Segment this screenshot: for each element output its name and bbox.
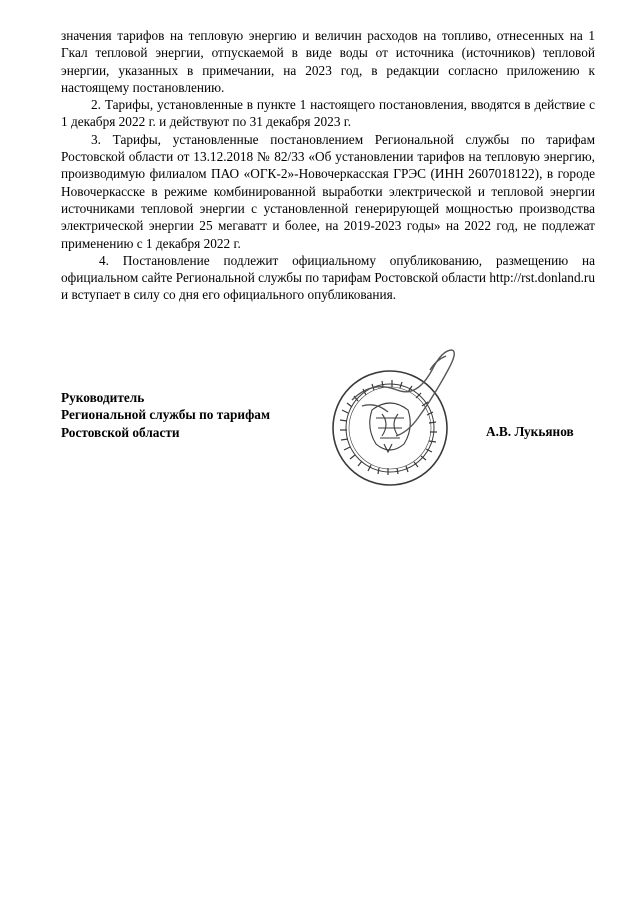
paragraph-item-2: 2. Тарифы, установленные в пункте 1 настоящего постановления, вводятся в действие с 1 декабря 2022 г. и действуют по 31 декабря 2023 г. — [61, 97, 595, 130]
official-stamp-icon — [322, 340, 472, 500]
document-body — [61, 27, 595, 304]
signer-name: А.В. Лукьянов — [486, 424, 574, 439]
signature-title-line: Руководитель — [61, 390, 145, 405]
paragraph-continuation: значения тарифов на тепловую энергию и величин расходов на топливо, отнесенных на 1 Гкал тепловой энергии, отпускаемой в виде воды от источника (источников) тепловой энергии, указанных в примечании, на 2023 год, в редакции согласно приложению к настоящему постановлению. — [61, 28, 595, 95]
signature-title-line: Ростовской области — [61, 424, 180, 440]
signature-title-line: Региональной службы по тарифам — [61, 407, 271, 423]
paragraph-item-3: 3. Тарифы, установленные постановлением Региональной службы по тарифам Ростовской области от 13.12.2018 № 82/33 «Об установлении тарифов на тепловую энергию, производимую филиалом ПАО «ОГК-2»-Новочеркасская ГРЭС (ИНН 2607018122), в городе Новочеркасске в режиме комбинированной выработки электрической и тепловой энергии источниками тепловой энергии с установленной генерирующей мощностью производства электрической энергии 25 мегаватт и более, на 2019-2023 годы» на 2022 год, не подлежат применению с 1 декабря 2022 г. — [61, 131, 595, 251]
paragraph-item-4: 4. Постановление подлежит официальному опубликованию, размещению на официальном сайте Региональной службы по тарифам Ростовской области http://rst.donland.ru и вступает в силу со дня его официального опубликования. — [61, 252, 595, 303]
signature-block — [61, 389, 270, 441]
